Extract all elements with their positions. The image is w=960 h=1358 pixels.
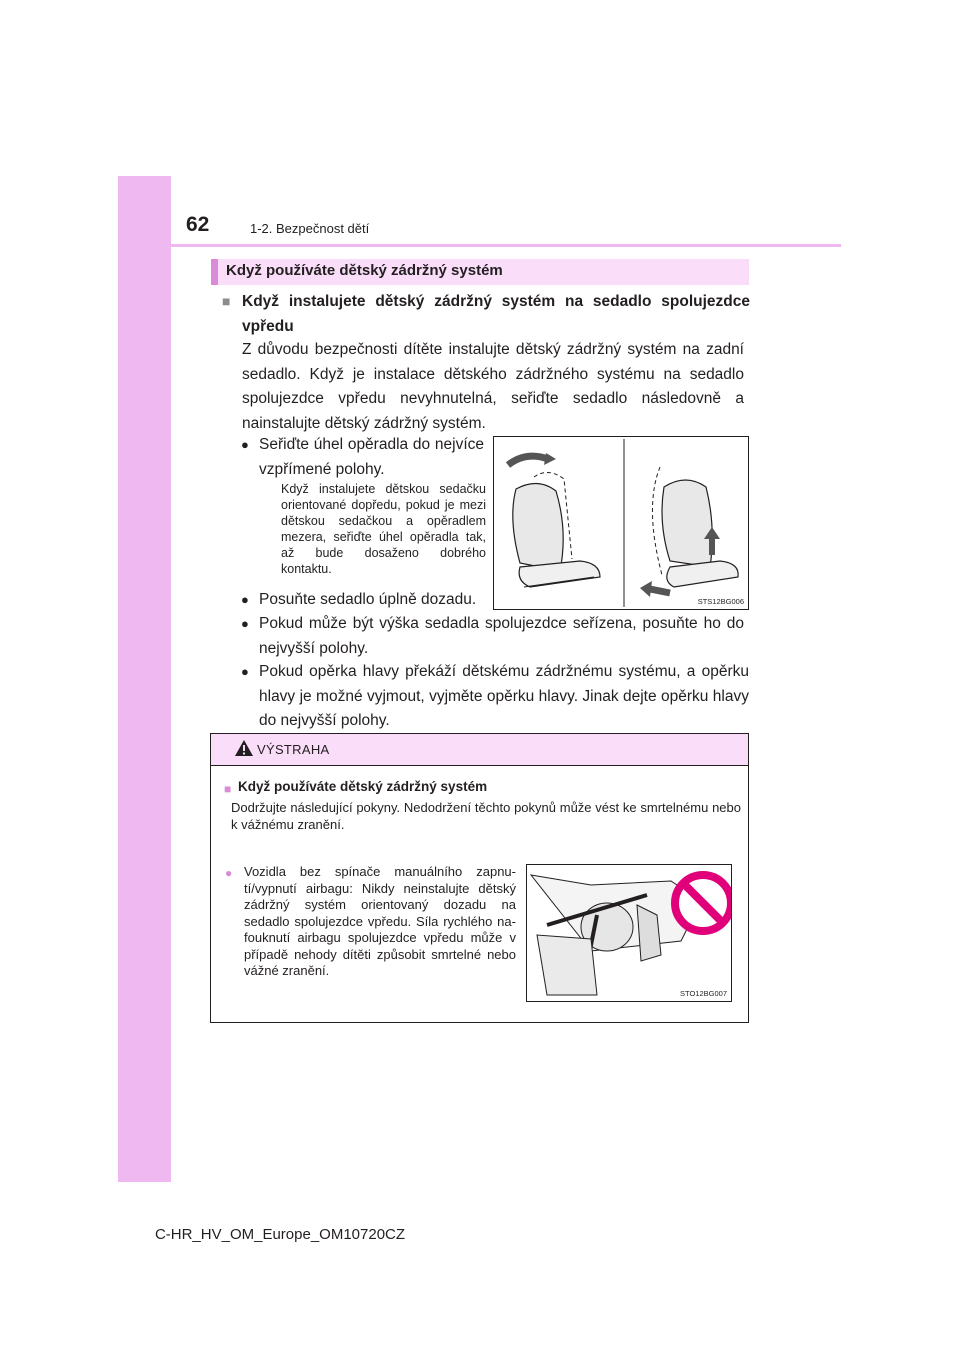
- chapter-title: 1-2. Bezpečnost dětí: [250, 221, 370, 236]
- bullet-text: Pokud může být výška sedadla spolujezdce seřízena, posuňte ho do nejvyšší polohy.: [259, 615, 744, 657]
- page-number: 62: [186, 213, 210, 236]
- bullet-dot: ●: [241, 664, 249, 679]
- warning-title: VÝSTRAHA: [257, 742, 330, 757]
- bullet-item: [241, 612, 744, 661]
- warning-bullet-text: Vozidla bez spínače manuálního zapnutí/vypnutí airbagu: Nikdy neinstalujte dětský zádržný systém orientovaný dozadu na sedadlo spolujezdce vpředu. Síla rychlého nafouknutí airbagu spolujezdce vpředu může v případě nehody dítěti způsobit smrtelné nebo vážné zranění.: [244, 864, 516, 978]
- seat-note: Když instalujete dětskou sedačku orientované dopředu, pokud je mezi dětskou sedačkou a opěradlem mezera, seřiďte úhel opěradla tak, až bude dosaženo dobrého kontaktu.: [281, 482, 486, 576]
- figure-code: STO12BG007: [680, 989, 727, 998]
- warning-header: [211, 734, 748, 766]
- subsection-mark: ■: [222, 293, 231, 309]
- bullet-item: [241, 660, 749, 734]
- subsection-paragraph: Z důvodu bezpečnosti dítěte instalujte dětský zádržný systém na zadní sedadlo. Když je instalace dětského zádržného systému na sedadlo spolujezdce vpředu nevyhnutelná, seřiďte sedadlo následovně a nainstalujte dětský zádržný systém.: [242, 341, 744, 432]
- seat-adjustment-illustration-icon: [494, 437, 748, 609]
- seat-adjustment-figure: [493, 436, 749, 610]
- subsection-title: Když instalujete dětský zádržný systém na sedadlo spolujezdce vpředu: [242, 293, 750, 335]
- bullet-item: [241, 588, 491, 613]
- bullet-dot: ●: [241, 616, 249, 631]
- airbag-figure: [526, 864, 732, 1002]
- bullet-dot: ●: [241, 437, 249, 452]
- bullet-text: Posuňte sedadlo úplně dozadu.: [259, 591, 477, 608]
- warning-subtitle: Když používáte dětský zádržný systém: [238, 779, 488, 794]
- bullet-text: Pokud opěrka hlavy překáží dětskému zádržnému systému, a opěrku hlavy je možné vyjmout, vyjměte opěrku hlavy. Jinak dejte opěrku hlavy do nejvyšší polohy.: [259, 663, 749, 729]
- footer-doc-id: C-HR_HV_OM_Europe_OM10720CZ: [154, 1226, 406, 1243]
- side-tab: [118, 176, 171, 1182]
- warning-bullet-dot: ●: [225, 866, 233, 880]
- bullet-item: [241, 433, 484, 482]
- warning-triangle-icon: [234, 739, 254, 757]
- header-rule: [171, 244, 841, 247]
- warning-box: [210, 733, 749, 1023]
- figure-code: STS12BG006: [697, 597, 744, 606]
- bullet-dot: ●: [241, 592, 249, 607]
- warning-mark: ■: [224, 782, 232, 796]
- section-title: Když používáte dětský zádržný systém: [226, 262, 503, 279]
- section-bar: [211, 259, 218, 285]
- bullet-text: Seřiďte úhel opěradla do nejvíce vzpřímené polohy.: [259, 436, 484, 478]
- warning-text: Dodržujte následující pokyny. Nedodržení těchto pokynů může vést ke smrtelnému nebo k vážnému zranění.: [231, 800, 741, 832]
- airbag-illustration-icon: [527, 865, 731, 1001]
